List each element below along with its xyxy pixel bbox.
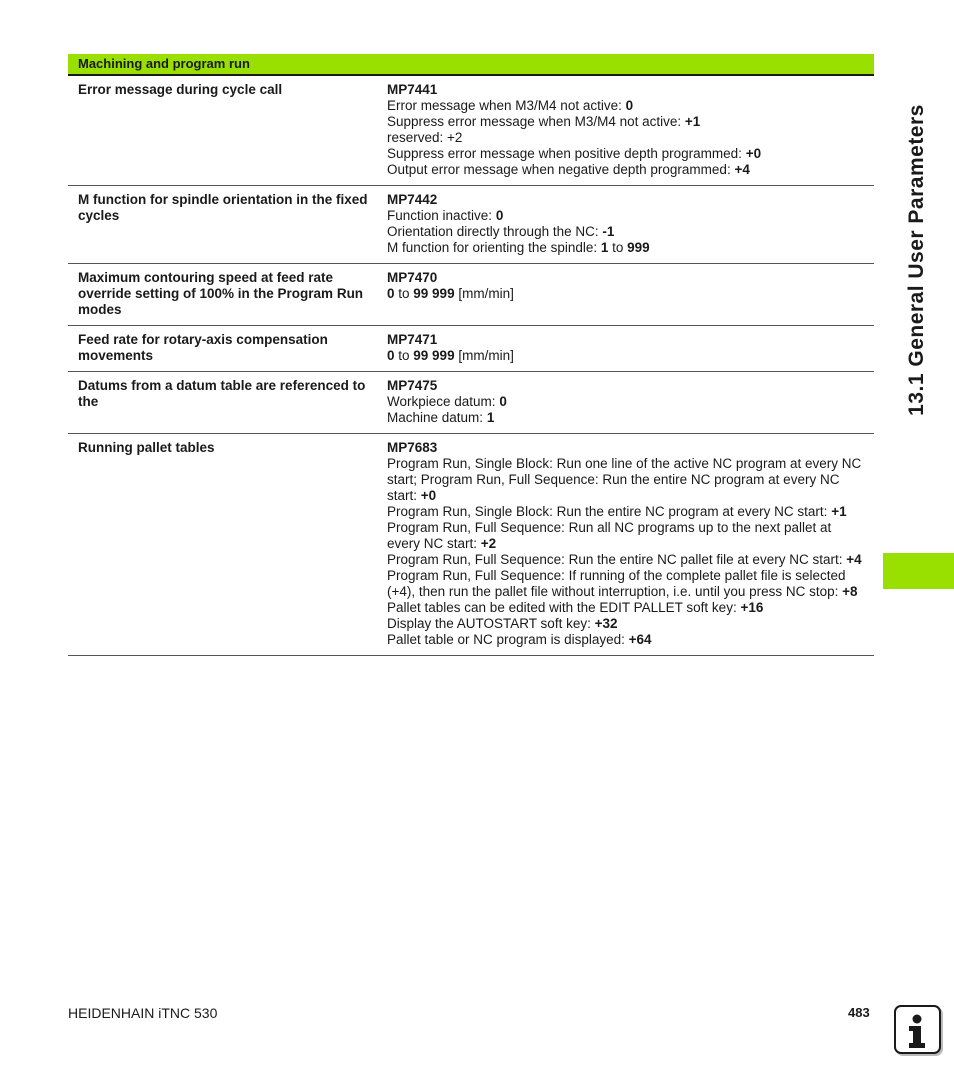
parameter-rows [68,76,874,656]
parameter-label: Maximum contouring speed at feed rate override setting of 100% in the Program Run modes [78,270,364,317]
option-text: Error message when M3/M4 not active: [387,98,626,113]
option-value: +64 [628,632,652,647]
parameter-label: Error message during cycle call [78,82,283,97]
parameter-option-line [387,410,866,426]
option-text: Suppress error message when M3/M4 not active: [387,114,685,129]
option-value: 0 [499,394,507,409]
table-row [68,186,874,264]
table-row [68,264,874,326]
table-row [68,76,874,186]
option-value: 0 [495,208,504,223]
parameter-label: M function for spindle orientation in the fixed cycles [78,192,368,223]
option-text: [mm/min] [454,348,514,363]
parameter-description [387,192,874,256]
option-value: +16 [740,600,764,615]
parameter-option-line [387,146,866,162]
option-text: Orientation directly through the NC: [387,224,603,239]
parameter-option-line [387,616,866,632]
option-text: Output error message when negative depth programmed: [387,162,735,177]
parameter-option-line [387,208,866,224]
option-value: 0 [387,348,395,363]
parameter-label: Running pallet tables [78,440,215,455]
option-value: 99 999 [413,348,455,363]
option-text: Program Run, Full Sequence: If running of the complete pallet file is selected (+4), then run the pallet file without interruption, i.e. until you press NC stop: [387,568,846,599]
parameter-option-line [387,600,866,616]
parameter-option-line [387,240,866,256]
option-text: Program Run, Full Sequence: Run all NC programs up to the next pallet at every NC start: [387,520,832,551]
parameter-option-line [387,552,866,568]
option-text: Suppress error message when positive depth programmed: [387,146,746,161]
info-icon [894,1005,941,1054]
parameter-description [387,82,874,178]
parameter-option-line [387,224,866,240]
machine-parameter-id: MP7475 [387,378,438,393]
parameter-option-line [387,568,866,600]
machine-parameter-id: MP7683 [387,440,438,455]
parameter-option-line [387,520,866,552]
parameter-table [68,54,874,656]
table-row [68,434,874,656]
option-text: Workpiece datum: [387,394,500,409]
machine-parameter-id: MP7441 [387,82,438,97]
machine-parameter-id: MP7471 [387,332,438,347]
option-value: +4 [734,162,750,177]
parameter-description [387,440,874,648]
parameter-label: Feed rate for rotary-axis compensation movements [78,332,328,363]
option-value: -1 [602,224,615,239]
option-value: 1 [486,410,495,425]
option-text: [mm/min] [454,286,514,301]
parameter-option-line [387,98,866,114]
option-text: reserved: +2 [387,130,463,145]
parameter-option-line [387,394,866,410]
option-value: +0 [745,146,762,161]
option-text: Program Run, Full Sequence: Run the entire NC pallet file at every NC start: [387,552,847,567]
parameter-option-line [387,130,866,146]
parameter-option-line [387,456,866,504]
option-text: Display the AUTOSTART soft key: [387,616,595,631]
option-text: Function inactive: [387,208,496,223]
option-text: Program Run, Single Block: Run the entire NC program at every NC start: [387,504,832,519]
option-text: to [394,286,414,301]
option-value: 0 [625,98,634,113]
parameter-option-line [387,162,866,178]
chapter-tab-marker [883,553,954,589]
machine-parameter-id: MP7470 [387,270,438,285]
option-text: Pallet tables can be edited with the EDIT PALLET soft key: [387,600,741,615]
option-text: to [394,348,414,363]
table-row [68,326,874,372]
table-row [68,372,874,434]
machine-parameter-id: MP7442 [387,192,438,207]
option-value: 999 [627,240,650,255]
parameter-option-line [387,114,866,130]
parameter-option-line [387,286,866,302]
chapter-title-text: 13.1 General User Parameters [905,104,929,416]
chapter-side-title [897,80,937,440]
option-value: +1 [684,114,701,129]
page-number: 483 [848,1005,870,1020]
parameter-description [387,332,874,364]
option-text: Pallet table or NC program is displayed: [387,632,629,647]
parameter-description [387,378,874,426]
option-value: +0 [420,488,437,503]
section-header: Machining and program run [68,54,874,76]
option-value: +32 [594,616,618,631]
parameter-description [387,270,874,318]
option-value: 1 [600,240,609,255]
option-value: +1 [831,504,847,519]
option-value: 0 [387,286,395,301]
parameter-label: Datums from a datum table are referenced to the [78,378,366,409]
option-text: Machine datum: [387,410,487,425]
option-text: to [608,240,628,255]
footer-product-name: HEIDENHAIN iTNC 530 [68,1005,218,1021]
option-value: +2 [480,536,497,551]
option-value: 99 999 [413,286,455,301]
option-text: M function for orienting the spindle: [387,240,601,255]
parameter-option-line [387,632,866,648]
option-value: +8 [842,584,858,599]
parameter-option-line [387,348,866,364]
parameter-option-line [387,504,866,520]
option-value: +4 [846,552,862,567]
option-text: Program Run, Single Block: Run one line of the active NC program at every NC start; Program Run, Full Sequence: Run the entire NC program at every NC start: [387,456,862,503]
